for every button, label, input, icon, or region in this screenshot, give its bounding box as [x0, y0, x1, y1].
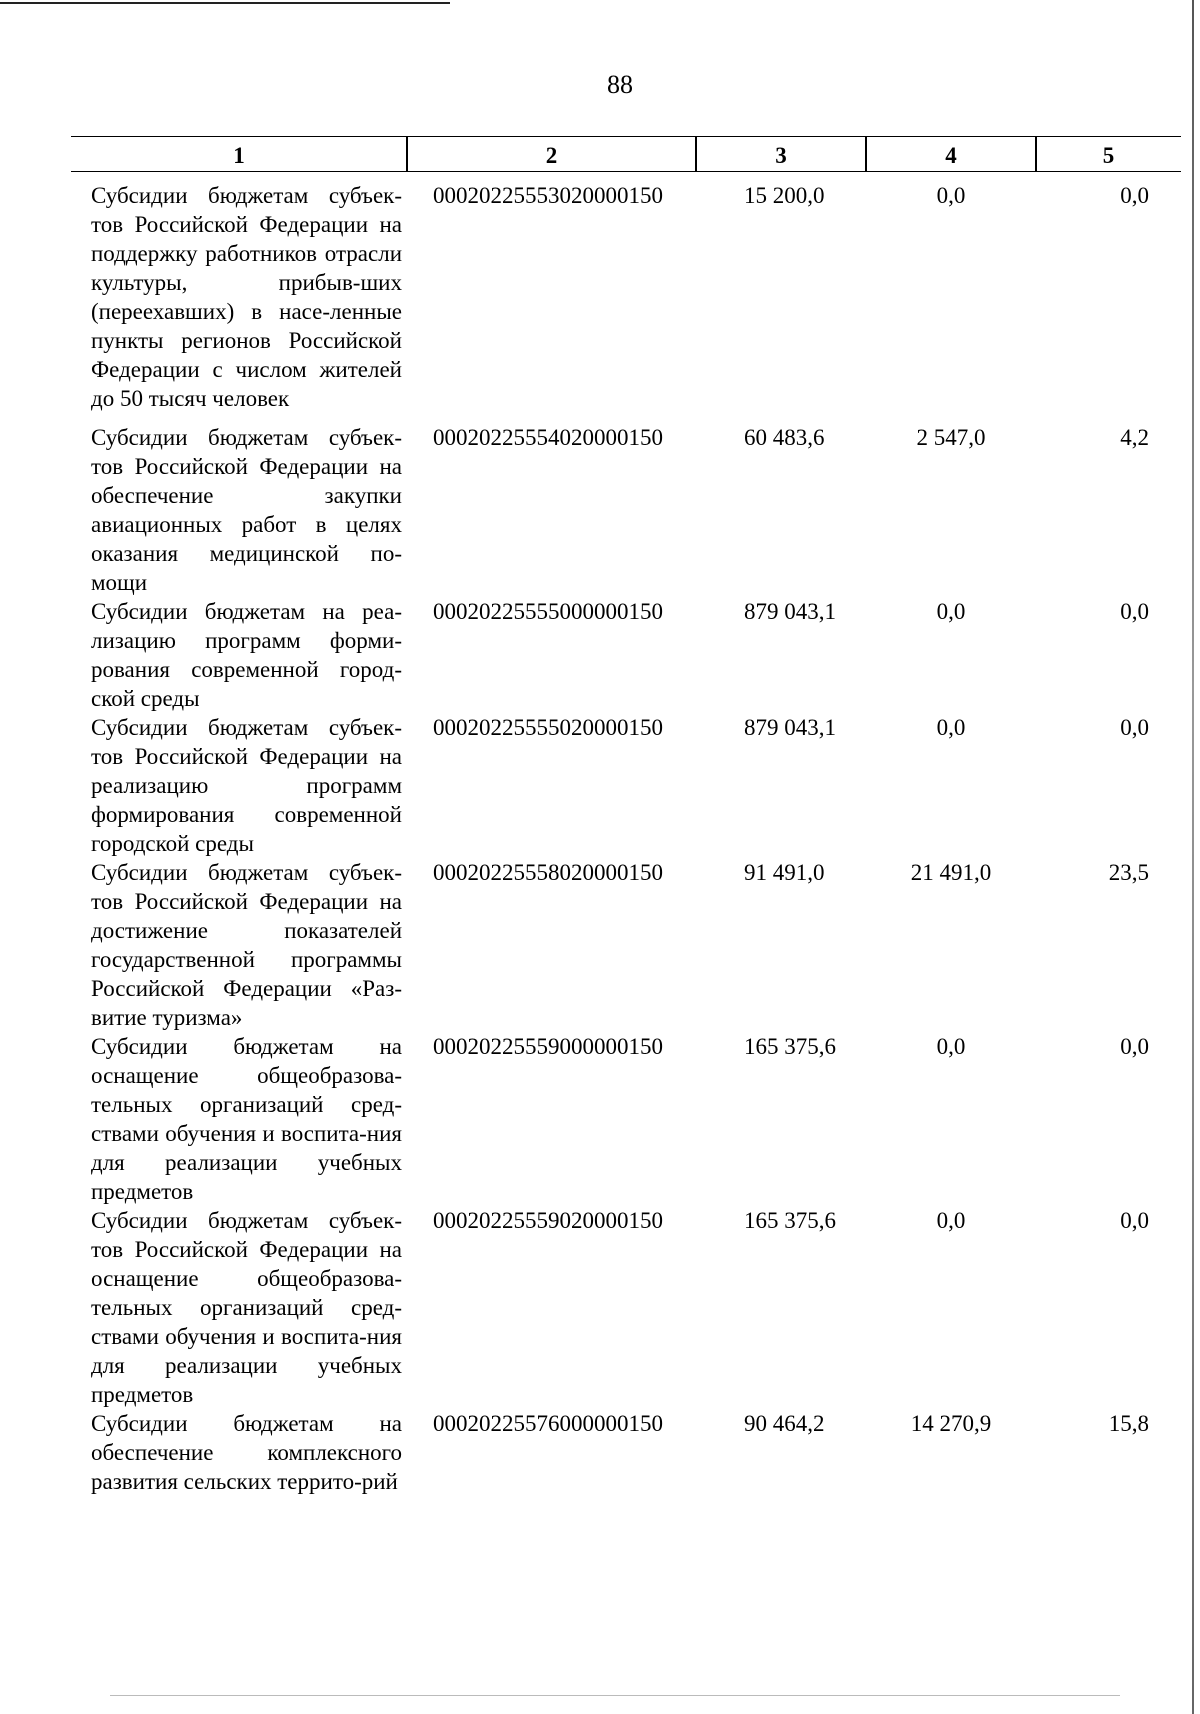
header-divider	[865, 137, 867, 171]
row-value-3: 879 043,1	[744, 599, 836, 624]
row-code: 00020225554020000150	[433, 425, 663, 450]
column-header-4: 4	[945, 143, 957, 168]
row-value-5: 0,0	[1120, 183, 1149, 208]
row-name: Субсидии бюджетам субъек-тов Российской Федерации на реализацию программ формирования современной городской среды	[91, 715, 402, 856]
row-code: 00020225555000000150	[433, 599, 663, 624]
row-name: Субсидии бюджетам на реа-лизацию программ форми-рования современной город-ской среды	[91, 599, 402, 711]
row-value-4: 2 547,0	[916, 425, 986, 450]
row-value-3: 90 464,2	[744, 1411, 825, 1436]
scan-edge-top	[0, 2, 450, 4]
row-value-4: 0,0	[936, 1208, 966, 1233]
row-code: 00020225555020000150	[433, 715, 663, 740]
table-row	[71, 1409, 1181, 1496]
row-code: 00020225576000000150	[433, 1411, 663, 1436]
column-header-5: 5	[1102, 143, 1115, 168]
table-row	[71, 1032, 1181, 1206]
row-value-5: 0,0	[1120, 715, 1149, 740]
row-value-5: 23,5	[1108, 860, 1149, 885]
row-value-3: 879 043,1	[744, 715, 836, 740]
row-value-4: 0,0	[936, 599, 966, 624]
row-value-4: 0,0	[936, 1034, 966, 1059]
row-name: Субсидии бюджетам субъек-тов Российской Федерации на обеспечение закупки авиационных работ в целях оказания медицинской по-мощи	[91, 425, 402, 595]
row-value-5: 0,0	[1120, 1034, 1149, 1059]
row-value-3: 60 483,6	[744, 425, 825, 450]
table-row	[71, 1206, 1181, 1409]
row-name: Субсидии бюджетам на оснащение общеобразова-тельных организаций сред-ствами обучения и воспита-ния для реализации учебных предметов	[91, 1034, 402, 1204]
row-value-5: 4,2	[1120, 425, 1149, 450]
table-row	[71, 597, 1181, 713]
table-row	[71, 713, 1181, 858]
row-value-4: 0,0	[936, 183, 966, 208]
row-value-3: 15 200,0	[744, 183, 825, 208]
row-value-4: 14 270,9	[910, 1411, 992, 1436]
row-value-4: 21 491,0	[910, 860, 992, 885]
row-value-3: 91 491,0	[744, 860, 825, 885]
page-number: 88	[607, 70, 633, 99]
row-name: Субсидии бюджетам субъек-тов Российской Федерации на достижение показателей государственной программы Российской Федерации «Раз-витие туризма»	[91, 860, 402, 1030]
header-divider	[406, 137, 408, 171]
header-divider	[695, 137, 697, 171]
scan-edge-bottom	[110, 1695, 1120, 1696]
row-code: 00020225553020000150	[433, 183, 663, 208]
column-header-3: 3	[775, 143, 787, 168]
header-divider	[1035, 137, 1037, 171]
row-code: 00020225559020000150	[433, 1208, 663, 1233]
row-name: Субсидии бюджетам субъек-тов Российской Федерации на поддержку работников отрасли культуры, прибыв-ших (переехавших) в насе-ленные пункты регионов Российской Федерации с числом жителей до 50 тысяч человек	[91, 183, 402, 411]
budget-table	[71, 136, 1181, 1496]
row-name: Субсидии бюджетам субъек-тов Российской Федерации на оснащение общеобразова-тельных организаций сред-ствами обучения и воспита-ния для реализации учебных предметов	[91, 1208, 402, 1407]
scan-edge-right	[1192, 0, 1194, 1714]
row-value-5: 15,8	[1108, 1411, 1149, 1436]
table-row	[71, 858, 1181, 1032]
column-header-1: 1	[233, 143, 245, 168]
row-value-4: 0,0	[936, 715, 966, 740]
column-header-2: 2	[545, 143, 558, 168]
table-header	[71, 136, 1181, 172]
table-row	[71, 181, 1181, 413]
row-value-5: 0,0	[1120, 599, 1149, 624]
row-value-3: 165 375,6	[744, 1034, 836, 1059]
row-code: 00020225558020000150	[433, 860, 663, 885]
row-name: Субсидии бюджетам на обеспечение комплексного развития сельских террито-рий	[91, 1411, 402, 1494]
row-value-5: 0,0	[1120, 1208, 1149, 1233]
row-value-3: 165 375,6	[744, 1208, 836, 1233]
row-code: 00020225559000000150	[433, 1034, 663, 1059]
table-row	[71, 423, 1181, 597]
